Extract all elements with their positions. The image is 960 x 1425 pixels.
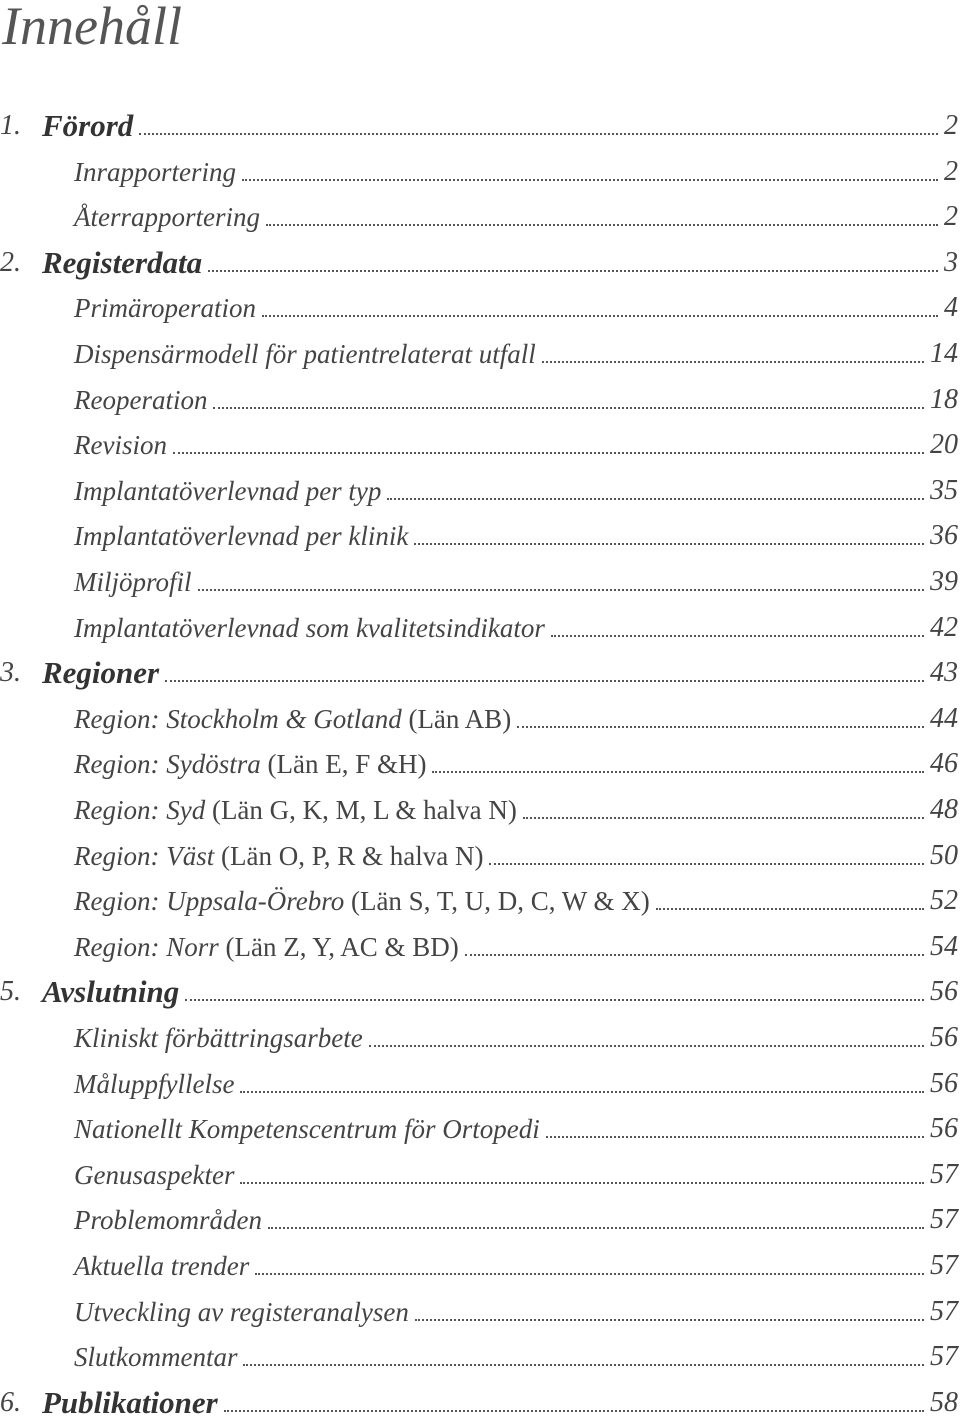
toc-entry-label: Implantatöverlevnad som kvalitetsindikator — [74, 613, 545, 643]
toc-entry-label: Inrapportering — [74, 157, 236, 187]
toc-entry-label: Region: Väst (Län O, P, R & halva N) — [74, 841, 484, 871]
dot-leader — [369, 1045, 924, 1047]
toc-page-number: 56 — [930, 1068, 958, 1099]
toc-page-number: 57 — [930, 1296, 958, 1327]
toc-entry-county-codes: (Län Z, Y, AC & BD) — [218, 932, 459, 962]
toc-entry-label: Region: Uppsala-Örebro (Län S, T, U, D, C, W & X) — [74, 886, 650, 916]
toc-subsection-entry[interactable] — [74, 560, 958, 600]
dot-leader — [465, 954, 924, 956]
dot-leader — [242, 179, 938, 181]
dot-leader — [139, 133, 938, 135]
toc-section-number: 2. — [0, 247, 21, 278]
toc-page-number: 14 — [930, 338, 958, 369]
toc-page-number: 50 — [930, 840, 958, 871]
toc-entry-label: Implantatöverlevnad per klinik — [74, 521, 409, 551]
toc-page-number: 4 — [944, 292, 958, 323]
toc-entry-label: Utveckling av registeranalysen — [74, 1297, 409, 1327]
toc-page-number: 56 — [930, 976, 958, 1007]
toc-page-number: 2 — [944, 110, 958, 141]
toc-page-number: 46 — [930, 748, 958, 779]
toc-subsection-entry[interactable] — [74, 879, 958, 919]
dot-leader — [213, 407, 924, 409]
toc-entry-label: Reoperation — [74, 385, 208, 415]
toc-entry-label: Region: Norr (Län Z, Y, AC & BD) — [74, 932, 459, 962]
toc-section-entry[interactable] — [0, 241, 958, 281]
dot-leader — [414, 543, 924, 545]
toc-entry-label: Kliniskt förbättringsarbete — [74, 1023, 363, 1053]
toc-subsection-entry[interactable] — [74, 469, 958, 509]
dot-leader — [240, 1182, 924, 1184]
toc-page-number: 57 — [930, 1159, 958, 1190]
toc-section-entry[interactable] — [0, 970, 958, 1010]
toc-subsection-entry[interactable] — [74, 742, 958, 782]
toc-section-number: 6. — [0, 1387, 21, 1418]
toc-entry-label: Måluppfyllelse — [74, 1069, 235, 1099]
toc-subsection-entry[interactable] — [74, 1107, 958, 1147]
toc-subsection-entry[interactable] — [74, 697, 958, 737]
toc-entry-label: Dispensärmodell för patientrelaterat utfall — [74, 339, 536, 369]
toc-entry-label: Miljöprofil — [74, 567, 192, 597]
toc-page-number: 18 — [930, 384, 958, 415]
dot-leader — [208, 270, 938, 272]
toc-page-number: 36 — [930, 520, 958, 551]
dot-leader — [546, 1136, 924, 1138]
dot-leader — [243, 1364, 924, 1366]
toc-page-number: 2 — [944, 201, 958, 232]
dot-leader — [262, 315, 938, 317]
toc-entry-label: Återrapportering — [74, 202, 260, 232]
toc-entry-county-codes: (Län O, P, R & halva N) — [214, 841, 484, 871]
toc-subsection-entry[interactable] — [74, 378, 958, 418]
toc-entry-label: Region: Sydöstra (Län E, F &H) — [74, 749, 427, 779]
dot-leader — [489, 863, 924, 865]
toc-subsection-entry[interactable] — [74, 788, 958, 828]
toc-entry-county-codes: (Län AB) — [401, 704, 512, 734]
toc-subsection-entry[interactable] — [74, 150, 958, 190]
toc-page-number: 58 — [930, 1387, 958, 1418]
toc-page-number: 56 — [930, 1022, 958, 1053]
toc-subsection-entry[interactable] — [74, 286, 958, 326]
dot-leader — [415, 1319, 924, 1321]
toc-subsection-entry[interactable] — [74, 925, 958, 965]
toc-section-number: 3. — [0, 657, 21, 688]
toc-entry-county-codes: (Län G, K, M, L & halva N) — [205, 795, 517, 825]
toc-entry-label: Förord — [42, 108, 134, 143]
toc-entry-label: Registerdata — [42, 245, 203, 280]
dot-leader — [255, 1273, 924, 1275]
dot-leader — [268, 1227, 924, 1229]
toc-page-number: 35 — [930, 475, 958, 506]
toc-subsection-entry[interactable] — [74, 1016, 958, 1056]
toc-page-number: 52 — [930, 885, 958, 916]
toc-page-number: 57 — [930, 1250, 958, 1281]
toc-subsection-entry[interactable] — [74, 195, 958, 235]
toc-entry-county-codes: (Län S, T, U, D, C, W & X) — [344, 886, 650, 916]
toc-page-number: 44 — [930, 703, 958, 734]
page-title: Innehåll — [2, 0, 182, 56]
toc-entry-label: Slutkommentar — [74, 1342, 238, 1372]
toc-entry-label: Primäroperation — [74, 293, 256, 323]
toc-page-number: 42 — [930, 612, 958, 643]
dot-leader — [387, 498, 924, 500]
toc-subsection-entry[interactable] — [74, 1062, 958, 1102]
toc-page-number: 57 — [930, 1204, 958, 1235]
toc-page-number: 43 — [930, 657, 958, 688]
toc-section-entry[interactable] — [0, 651, 958, 691]
toc-page-number: 3 — [944, 247, 958, 278]
dot-leader — [656, 908, 924, 910]
dot-leader — [185, 999, 924, 1001]
toc-section-number: 1. — [0, 110, 21, 141]
dot-leader — [240, 1091, 924, 1093]
toc-subsection-entry[interactable] — [74, 1244, 958, 1284]
toc-section-entry[interactable] — [0, 1381, 958, 1421]
toc-entry-label: Aktuella trender — [74, 1251, 250, 1281]
toc-entry-label: Problemområden — [74, 1205, 262, 1235]
dot-leader — [224, 1410, 924, 1412]
dot-leader — [266, 224, 938, 226]
toc-subsection-entry[interactable] — [74, 834, 958, 874]
toc-entry-label: Region: Syd (Län G, K, M, L & halva N) — [74, 795, 517, 825]
toc-entry-label: Implantatöverlevnad per typ — [74, 476, 382, 506]
dot-leader — [517, 726, 924, 728]
dot-leader — [173, 452, 924, 454]
dot-leader — [432, 771, 924, 773]
toc-entry-label: Revision — [74, 430, 167, 460]
toc-subsection-entry[interactable] — [74, 1198, 958, 1238]
toc-subsection-entry[interactable] — [74, 514, 958, 554]
toc-entry-label: Avslutning — [42, 974, 180, 1009]
dot-leader — [542, 361, 924, 363]
toc-page-number: 54 — [930, 931, 958, 962]
toc-subsection-entry[interactable] — [74, 423, 958, 463]
toc-entry-label: Publikationer — [42, 1385, 218, 1420]
dot-leader — [198, 589, 924, 591]
dot-leader — [551, 635, 924, 637]
toc-page-number: 20 — [930, 429, 958, 460]
toc-subsection-entry[interactable] — [74, 1153, 958, 1193]
toc-subsection-entry[interactable] — [74, 606, 958, 646]
toc-subsection-entry[interactable] — [74, 1335, 958, 1375]
toc-page-number: 2 — [944, 156, 958, 187]
toc-section-number: 5. — [0, 976, 21, 1007]
toc-entry-label: Region: Stockholm & Gotland (Län AB) — [74, 704, 512, 734]
toc-subsection-entry[interactable] — [74, 332, 958, 372]
dot-leader — [523, 817, 924, 819]
toc-page-number: 39 — [930, 566, 958, 597]
dot-leader — [165, 680, 924, 682]
toc-page-number: 48 — [930, 794, 958, 825]
toc-page-number: 56 — [930, 1113, 958, 1144]
toc-entry-county-codes: (Län E, F &H) — [260, 749, 427, 779]
toc-entry-label: Genusaspekter — [74, 1160, 235, 1190]
toc-section-entry[interactable] — [0, 104, 958, 144]
toc-page-number: 57 — [930, 1341, 958, 1372]
toc-entry-label: Nationellt Kompetenscentrum för Ortopedi — [74, 1114, 540, 1144]
toc-subsection-entry[interactable] — [74, 1290, 958, 1330]
toc-entry-label: Regioner — [42, 655, 160, 690]
